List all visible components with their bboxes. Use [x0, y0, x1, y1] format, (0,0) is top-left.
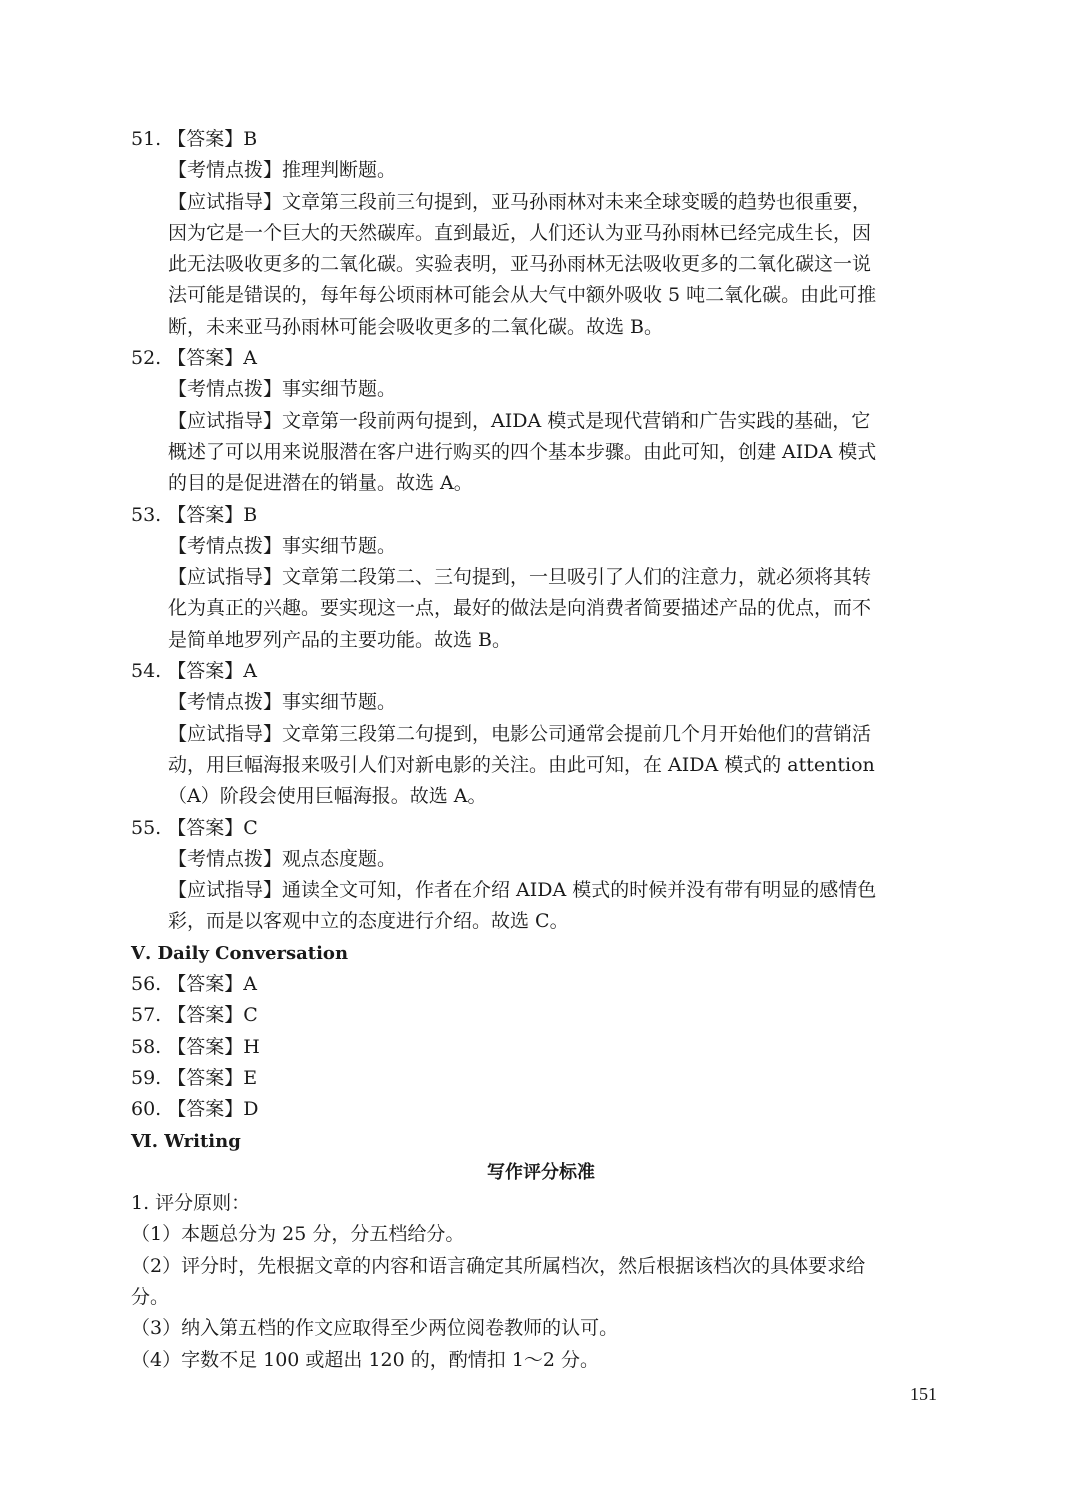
guide-55-line-1: 【应试指导】通读全文可知，作者在介绍 AIDA 模式的时候并没有带有明显的感情色: [168, 879, 877, 902]
page-content: [131, 124, 951, 1376]
point-55: 【考情点拨】观点态度题。: [168, 847, 397, 870]
guide-52-line-3: 的目的是促进潜在的销量。故选 A。: [168, 472, 473, 495]
scoring-item-4: （4）字数不足 100 或超出 120 的，酌情扣 1～2 分。: [131, 1348, 600, 1371]
guide-51-line-1: 【应试指导】文章第三段前三句提到，亚马孙雨林对未来全球变暖的趋势也很重要，: [168, 190, 872, 213]
guide-51-line-3: 此无法吸收更多的二氧化碳。实验表明，亚马孙雨林无法吸收更多的二氧化碳这一说: [168, 253, 872, 276]
guide-51-line-4: 法可能是错误的，每年每公顷雨林可能会从大气中额外吸收 5 吨二氧化碳。由此可推: [168, 284, 877, 307]
answer-52: 52. 【答案】A: [131, 347, 257, 370]
guide-54-line-1: 【应试指导】文章第三段第二句提到，电影公司通常会提前几个月开始他们的营销活: [168, 722, 872, 745]
point-51: 【考情点拨】推理判断题。: [168, 159, 397, 182]
page-number: 151: [910, 1384, 937, 1404]
answer-51: 51. 【答案】B: [131, 128, 258, 150]
guide-51-line-2: 因为它是一个巨大的天然碳库。直到最近，人们还认为亚马孙雨林已经完成生长，因: [168, 221, 872, 244]
answer-59: 59. 【答案】E: [131, 1066, 258, 1089]
scoring-principle: 1. 评分原则：: [131, 1192, 251, 1215]
scoring-item-2-line-2: 分。: [131, 1285, 170, 1308]
guide-53-line-2: 化为真正的兴趣。要实现这一点，最好的做法是向消费者简要描述产品的优点，而不: [168, 597, 872, 620]
guide-52-line-1: 【应试指导】文章第一段前两句提到，AIDA 模式是现代营销和广告实践的基础，它: [168, 409, 871, 432]
section-5-title: Ⅴ. Daily Conversation: [131, 942, 349, 964]
answer-54: 54. 【答案】A: [131, 660, 257, 683]
point-54: 【考情点拨】事实细节题。: [168, 691, 397, 714]
answer-60: 60. 【答案】D: [131, 1098, 259, 1121]
point-53: 【考情点拨】事实细节题。: [168, 534, 397, 557]
scoring-heading: 写作评分标准: [487, 1161, 595, 1183]
guide-51-line-5: 断，未来亚马孙雨林可能会吸收更多的二氧化碳。故选 B。: [168, 315, 664, 338]
scoring-item-3: （3）纳入第五档的作文应取得至少两位阅卷教师的认可。: [131, 1317, 619, 1340]
answer-53: 53. 【答案】B: [131, 503, 258, 526]
guide-54-line-2: 动，用巨幅海报来吸引人们对新电影的关注。由此可知，在 AIDA 模式的 attention: [168, 753, 875, 776]
scoring-item-1: （1）本题总分为 25 分，分五档给分。: [131, 1223, 465, 1246]
guide-54-line-3: （A）阶段会使用巨幅海报。故选 A。: [168, 785, 487, 808]
guide-55-line-2: 彩，而是以客观中立的态度进行介绍。故选 C。: [168, 910, 569, 933]
guide-52-line-2: 概述了可以用来说服潜在客户进行购买的四个基本步骤。由此可知，创建 AIDA 模式: [168, 440, 877, 463]
answer-56: 56. 【答案】A: [131, 973, 257, 996]
section-6-title: Ⅵ. Writing: [131, 1130, 241, 1152]
guide-53-line-3: 是简单地罗列产品的主要功能。故选 B。: [168, 628, 512, 651]
scoring-item-2-line-1: （2）评分时，先根据文章的内容和语言确定其所属档次，然后根据该档次的具体要求给: [131, 1254, 866, 1277]
guide-53-line-1: 【应试指导】文章第二段第二、三句提到，一旦吸引了人们的注意力，就必须将其转: [168, 566, 872, 589]
point-52: 【考情点拨】事实细节题。: [168, 378, 397, 401]
answer-58: 58. 【答案】H: [131, 1035, 260, 1058]
answer-57: 57. 【答案】C: [131, 1004, 258, 1027]
answer-55: 55. 【答案】C: [131, 816, 258, 839]
